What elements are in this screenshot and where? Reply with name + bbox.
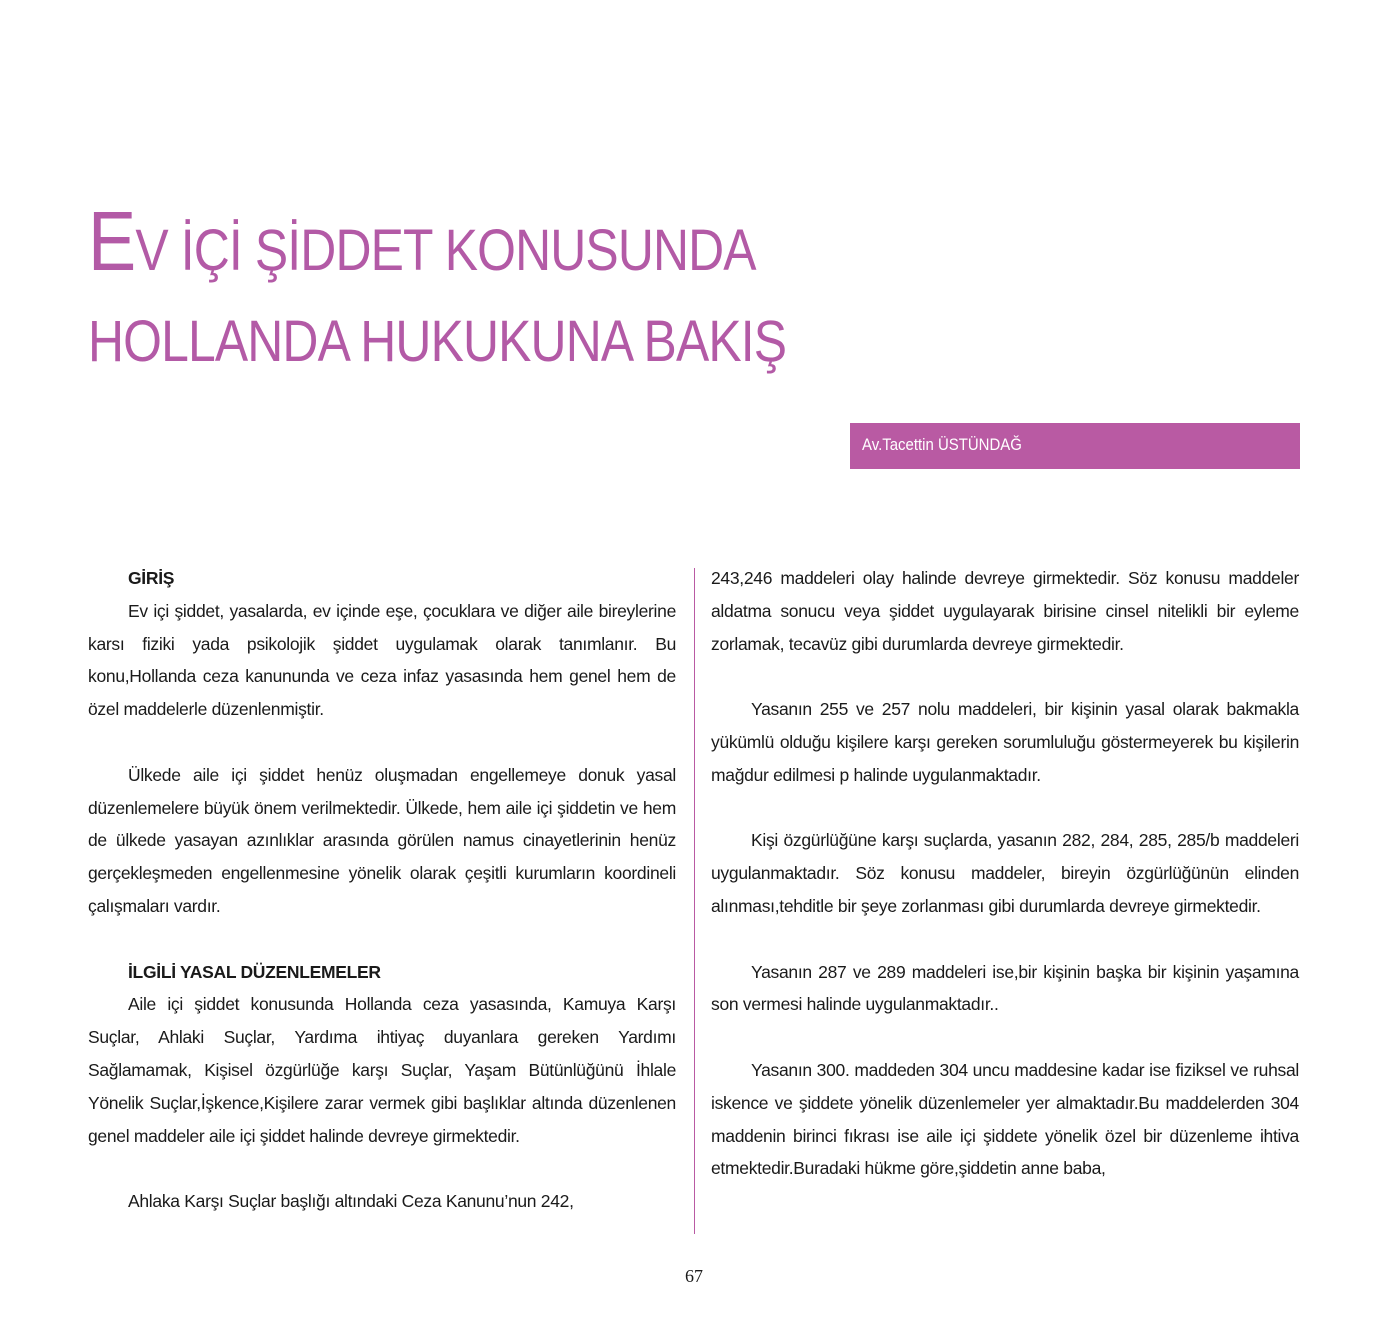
- section-heading-regulations: İLGİLİ YASAL DÜZENLEMELER: [128, 961, 381, 982]
- paragraph: Kişi özgürlüğüne karşı suçlarda, yasanın 282, 284, 285, 285/b maddeleri uygulanmaktadır. Söz konusu maddeler, bireyin özgürlüğünün elinden alınması,tehditle bir şeye zorlanması gibi durumlarda devreye girmektedir.: [711, 830, 1299, 916]
- title-initial: E: [88, 194, 136, 288]
- paragraph: Ev içi şiddet, yasalarda, ev içinde eşe, çocuklara ve diğer aile bireylerine karsı fiziki yada psikolojik şiddet uygulamak olarak tanımlanır. Bu konu,Hollanda ceza kanununda ve ceza infaz yasasında hem genel hem de özel maddelerle düzenlenmiştir.: [88, 600, 676, 720]
- author-banner: [850, 423, 1300, 469]
- column-divider: [694, 568, 695, 1234]
- paragraph: Ülkede aile içi şiddet henüz oluşmadan engellemeye donuk yasal düzenlemelere büyük önem verilmektedir. Ülkede, hem aile içi şiddetin ve hem de ülkede yasayan azınlıklar arasında görülen namus cinayetlerinin henüz gerçekleşmeden engellenmesine yönelik olarak çeşitli kurumların koordineli çalışmaları vardır.: [88, 764, 676, 916]
- paragraph: 243,246 maddeleri olay halinde devreye girmektedir. Söz konusu maddeler aldatma sonucu veya şiddet uygulayarak birisine cinsel nitelikli bir eyleme zorlamak, tecavüz gibi durumlarda devreye girmektedir.: [711, 568, 1299, 654]
- article-title: [88, 194, 787, 374]
- paragraph: Yasanın 287 ve 289 maddeleri ise,bir kişinin başka bir kişinin yaşamına son vermesi halinde uygulanmaktadır..: [711, 961, 1299, 1015]
- right-column: [711, 562, 1299, 1185]
- paragraph: Yasanın 300. maddeden 304 uncu maddesine kadar ise fiziksel ve ruhsal iskence ve şiddete yönelik düzenlemeler yer almaktadır.Bu maddelerden 304 maddenin birinci fıkrası ise aile içi şiddete yönelik özel bir düzenleme ihtiva etmektedir.Buradaki hükme göre,şiddetin anne baba,: [711, 1059, 1299, 1179]
- page-number: 67: [685, 1266, 703, 1286]
- paragraph: Ahlaka Karşı Suçlar başlığı altındaki Ceza Kanunu’nun 242,: [128, 1191, 574, 1212]
- title-line-2: HOLLANDA HUKUKUNA BAKIŞ: [88, 309, 787, 374]
- paragraph: Yasanın 255 ve 257 nolu maddeleri, bir kişinin yasal olarak bakmakla yükümlü olduğu kişilere karşı gereken sorumluluğu göstermeyerek bu kişilerin mağdur edilmesi p halinde uygulanmaktadır.: [711, 699, 1299, 785]
- author-name: Av.Tacettin ÜSTÜNDAĞ: [862, 435, 1022, 454]
- section-heading-intro: GİRİŞ: [128, 568, 175, 588]
- title-line-1-rest: V İÇİ ŞİDDET KONUSUNDA: [135, 218, 756, 283]
- paragraph: Aile içi şiddet konusunda Hollanda ceza yasasında, Kamuya Karşı Suçlar, Ahlaki Suçlar, Yardıma ihtiyaç duyanlara gereken Yardımı Sağlamamak, Kişisel özgürlüğe karşı Suçlar, Yaşam Bütünlüğünü İhlale Yönelik Suçlar,İşkence,Kişilere zarar vermek gibi başlıklar altında düzenlenen genel maddeler aile içi şiddet halinde devreye girmektedir.: [88, 994, 676, 1146]
- title-line-1: [88, 194, 786, 292]
- left-column: [88, 562, 676, 1218]
